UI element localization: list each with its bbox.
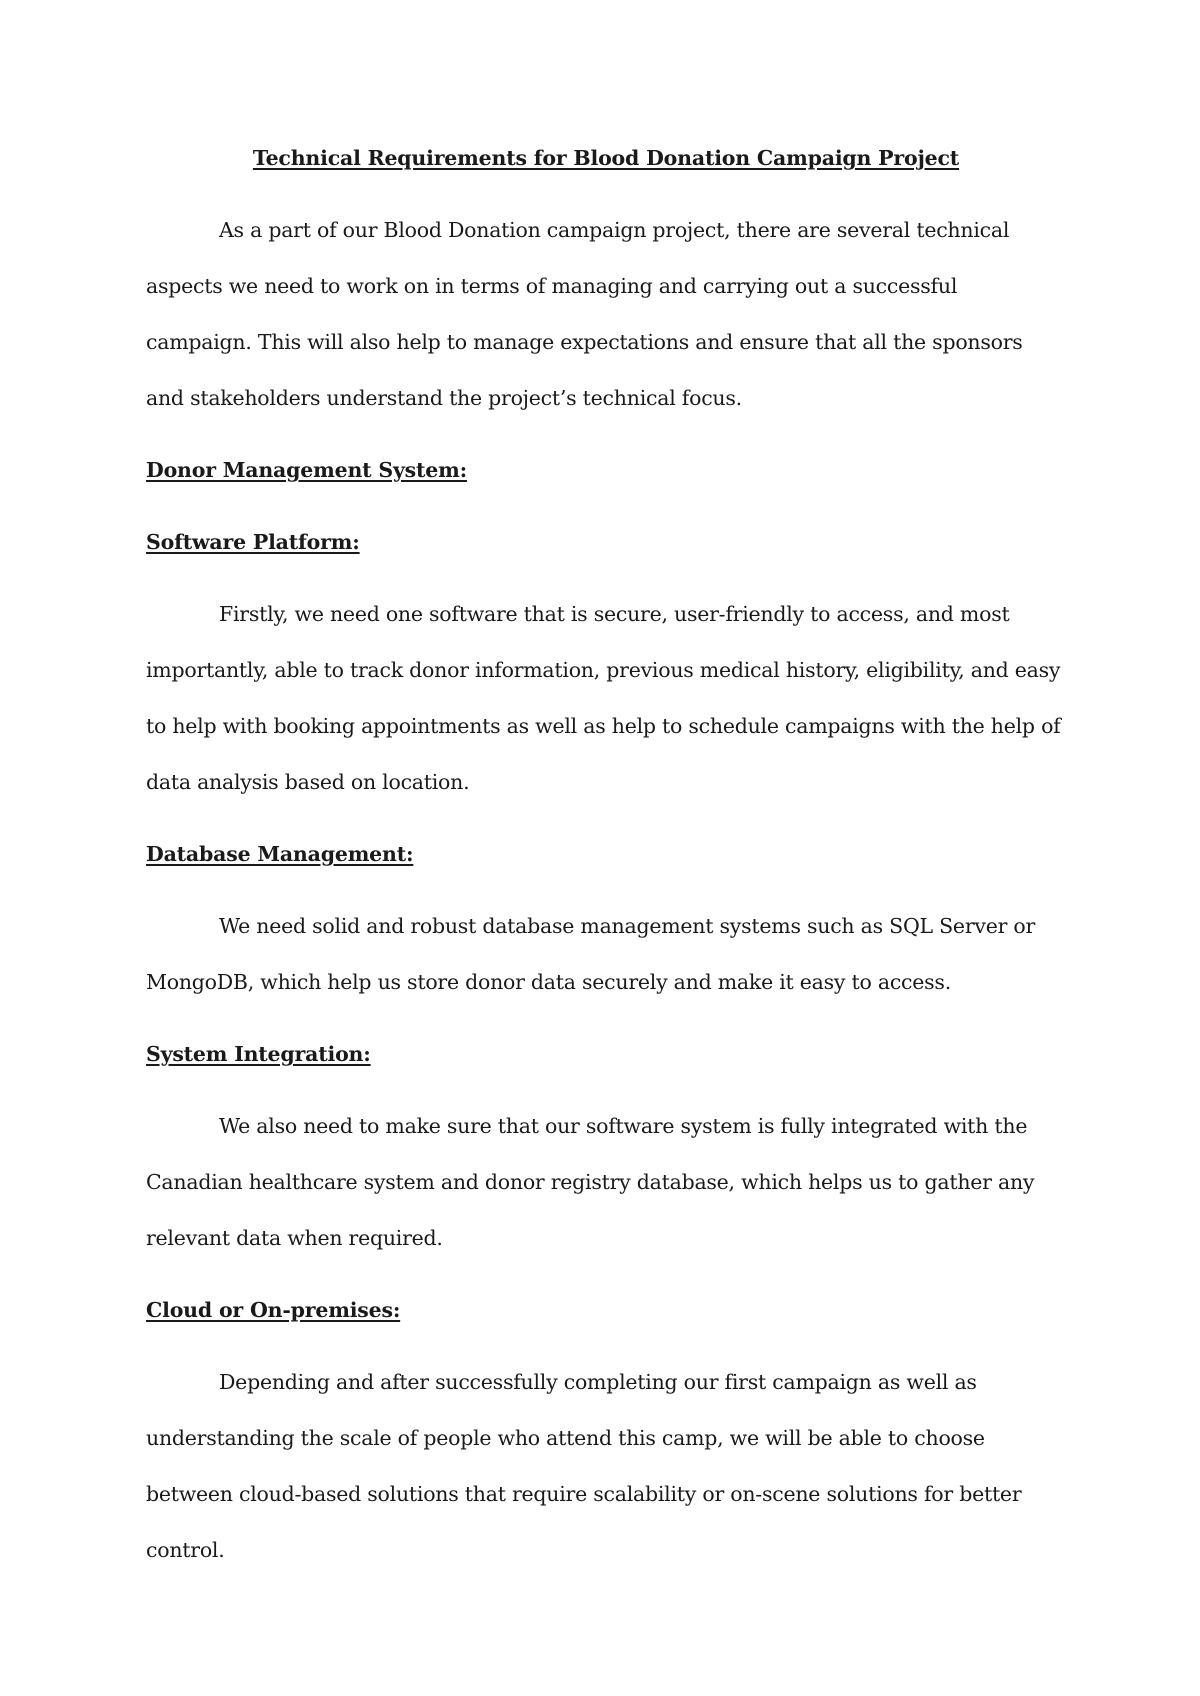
spacer <box>146 570 1066 586</box>
heading-donor-management-system: Donor Management System: <box>146 458 467 482</box>
heading-system-integration: System Integration: <box>146 1042 371 1066</box>
spacer <box>146 1266 1066 1282</box>
spacer <box>146 1082 1066 1098</box>
software-platform-paragraph: Firstly, we need one software that is secure, user-friendly to access, and most importantly, able to track donor information, previous medical history, eligibility, and easy to help with booking appointments as well as help to schedule campaigns with the help of data analysis based on location. <box>146 602 1061 794</box>
document-body <box>146 130 1066 1578</box>
spacer <box>146 810 1066 826</box>
spacer <box>146 1010 1066 1026</box>
spacer <box>146 186 1066 202</box>
heading-cloud-or-on-premises: Cloud or On-premises: <box>146 1298 401 1322</box>
heading-database-management: Database Management: <box>146 842 414 866</box>
spacer <box>146 426 1066 442</box>
system-integration-paragraph: We also need to make sure that our software system is fully integrated with the Canadian healthcare system and donor registry database, which helps us to gather any relevant data when required. <box>146 1114 1035 1250</box>
cloud-or-on-premises-paragraph: Depending and after successfully completing our first campaign as well as understanding the scale of people who attend this camp, we will be able to choose between cloud-based solutions that require scalability or on-scene solutions for better control. <box>146 1370 1022 1562</box>
spacer <box>146 498 1066 514</box>
spacer <box>146 882 1066 898</box>
database-management-paragraph: We need solid and robust database management systems such as SQL Server or MongoDB, which help us store donor data securely and make it easy to access. <box>146 914 1036 994</box>
spacer <box>146 1338 1066 1354</box>
document-title: Technical Requirements for Blood Donation Campaign Project <box>252 146 960 170</box>
heading-software-platform: Software Platform: <box>146 530 360 554</box>
intro-paragraph: As a part of our Blood Donation campaign project, there are several technical aspects we need to work on in terms of managing and carrying out a successful campaign. This will also help to manage expectations and ensure that all the sponsors and stakeholders understand the project’s technical focus. <box>146 218 1023 410</box>
